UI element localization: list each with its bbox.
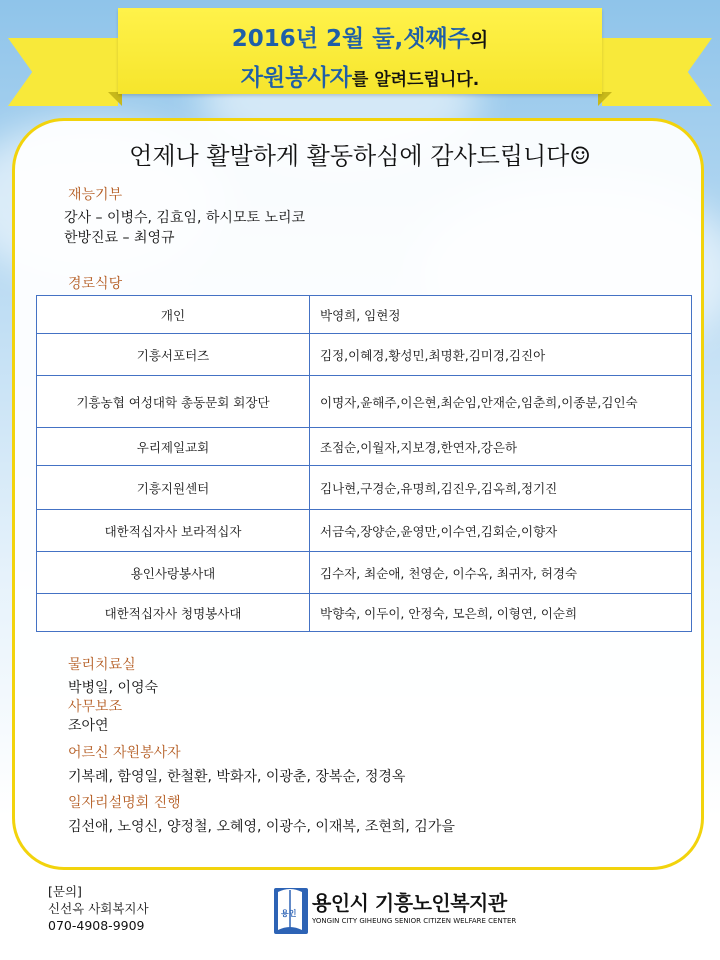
table-row [37, 594, 692, 632]
names-cell: 박영희, 임현정 [310, 296, 692, 334]
banner-volunteers-suffix: 를 알려드립니다. [351, 70, 480, 90]
table-row [37, 466, 692, 510]
cafeteria-volunteer-table [36, 295, 692, 632]
greeting-message: 언제나 활발하게 활동하심에 감사드립니다☺ [129, 142, 591, 170]
org-cell: 우리제일교회 [37, 428, 310, 466]
logo-book-text: 용인 [281, 909, 297, 918]
contact-person: 신선옥 사회복지사 [48, 901, 149, 916]
banner-title-line2 [118, 59, 602, 92]
table-row [37, 428, 692, 466]
jobfair-volunteers: 김선애, 노영신, 양정철, 오혜영, 이광수, 이재복, 조현희, 김가을 [68, 819, 455, 835]
table-row [37, 296, 692, 334]
banner-date: 2016년 2월 둘,셋째주 [231, 26, 470, 52]
table-row [37, 334, 692, 376]
welfare-center-name: 용인시 기흥노인복지관 [312, 891, 507, 915]
office-volunteers: 조아연 [68, 718, 109, 734]
section-senior-heading: 어르신 자원봉사자 [68, 745, 181, 761]
org-cell: 기흥서포터즈 [37, 334, 310, 376]
org-cell: 기흥농협 여성대학 총동문회 회장단 [37, 376, 310, 428]
section-cafeteria-heading: 경로식당 [68, 276, 123, 292]
table-row [37, 376, 692, 428]
title-banner [118, 8, 602, 94]
ribbon-fold-right [598, 92, 612, 106]
contact-info [48, 883, 149, 934]
names-cell: 김나현,구경순,유명희,김진우,김옥희,정기진 [310, 466, 692, 510]
physio-volunteers: 박병일, 이영숙 [68, 680, 159, 696]
banner-date-suffix: 의 [469, 29, 489, 51]
section-office-heading: 사무보조 [68, 699, 123, 715]
table-row [37, 552, 692, 594]
section-physio-heading: 물리치료실 [68, 657, 136, 673]
names-cell: 서금숙,장양순,윤영만,이수연,김회순,이향자 [310, 510, 692, 552]
contact-phone: 070-4908-9909 [48, 918, 145, 933]
banner-volunteers: 자원봉사자 [240, 65, 352, 91]
org-cell: 용인사랑봉사대 [37, 552, 310, 594]
senior-volunteers: 기복례, 함영일, 한철환, 박화자, 이광춘, 장복순, 정경옥 [68, 769, 406, 785]
org-cell: 대한적십자사 청명봉사대 [37, 594, 310, 632]
section-talent-heading: 재능기부 [68, 187, 123, 203]
ribbon-fold-left [108, 92, 122, 106]
section-jobfair-heading: 일자리설명회 진행 [68, 795, 181, 811]
names-cell: 조점순,이월자,지보경,한연자,강은하 [310, 428, 692, 466]
ribbon-tail-right [602, 38, 712, 106]
ribbon-tail-left [8, 38, 118, 106]
talent-line: 한방진료 – 최영규 [64, 230, 175, 246]
table-row [37, 510, 692, 552]
names-cell: 이명자,윤해주,이은현,최순임,안재순,임춘희,이종분,김인숙 [310, 376, 692, 428]
contact-label: [문의] [48, 884, 82, 899]
org-cell: 기흥지원센터 [37, 466, 310, 510]
welfare-center-english-name: YONGIN CITY GIHEUNG SENIOR CITIZEN WELFARE CENTER [312, 917, 517, 925]
talent-line: 강사 – 이병수, 김효임, 하시모토 노리코 [64, 210, 306, 226]
names-cell: 박향숙, 이두이, 안정숙, 모은희, 이형연, 이순희 [310, 594, 692, 632]
org-cell: 개인 [37, 296, 310, 334]
names-cell: 김수자, 최순애, 천영순, 이수옥, 최귀자, 허경숙 [310, 552, 692, 594]
banner-title-line1 [118, 20, 602, 53]
org-cell: 대한적십자사 보라적십자 [37, 510, 310, 552]
names-cell: 김정,이혜경,황성민,최명환,김미경,김진아 [310, 334, 692, 376]
